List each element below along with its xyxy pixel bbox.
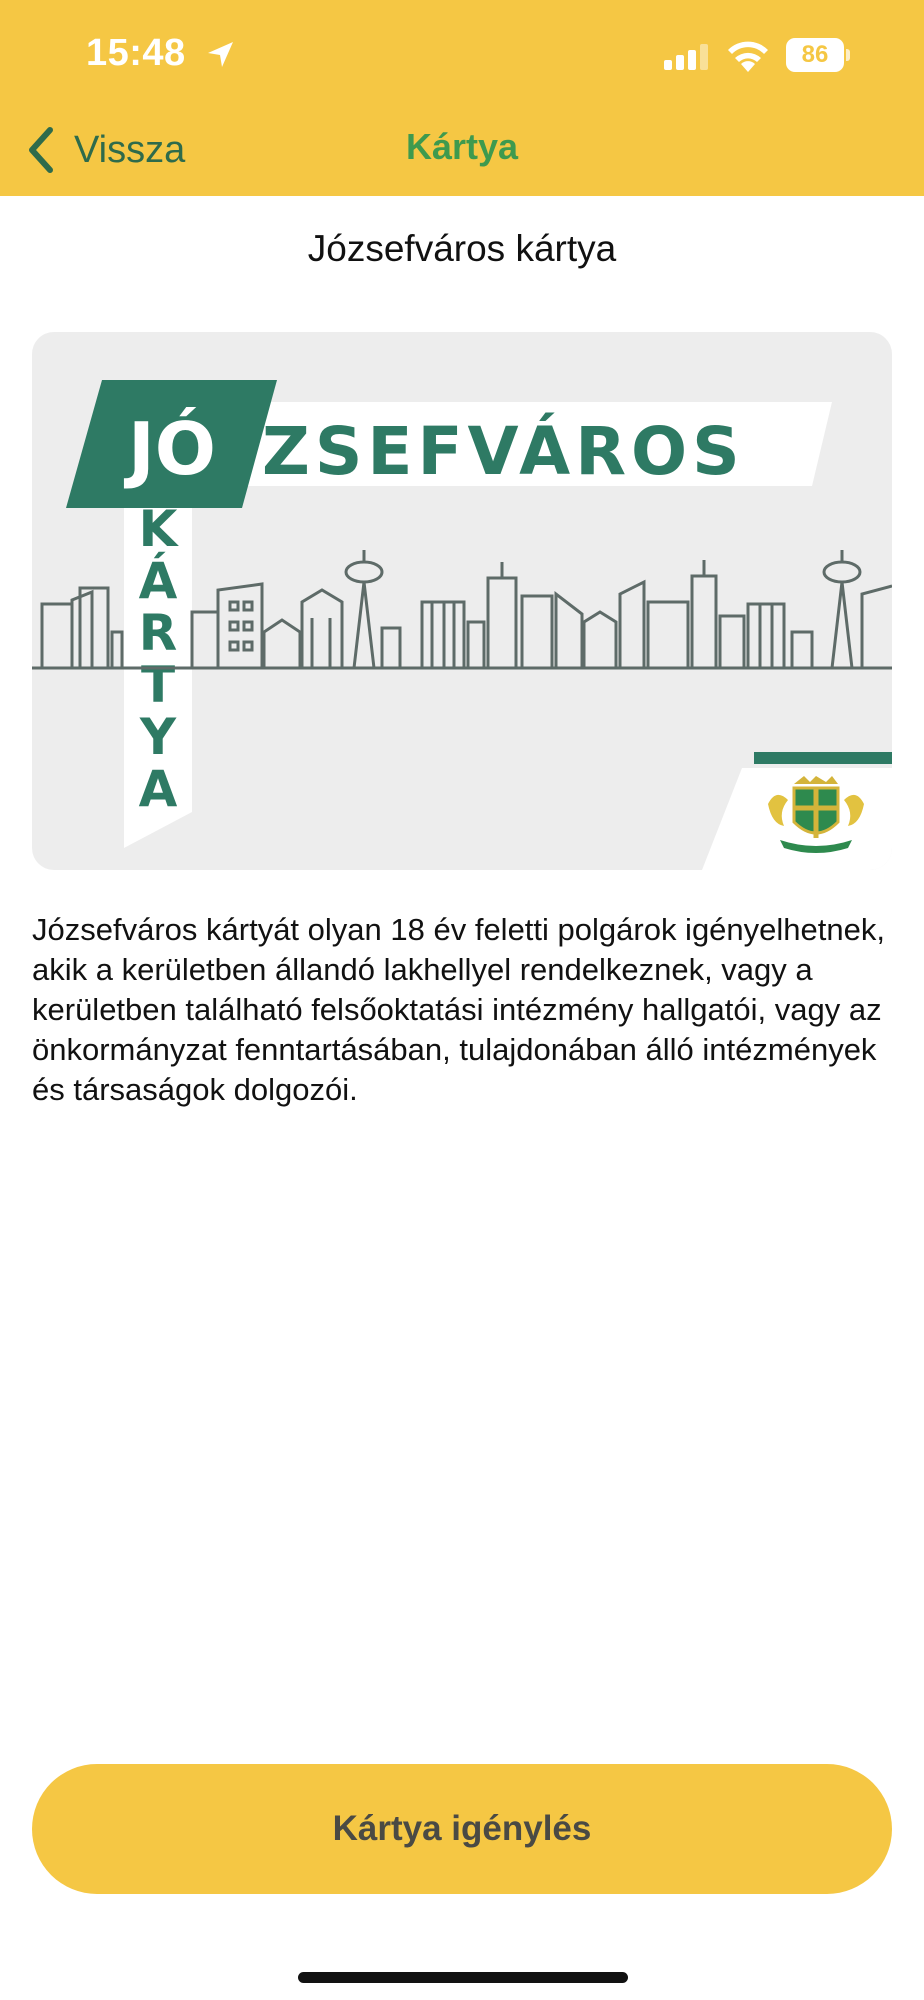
battery-nub [846,49,850,61]
svg-text:KÁRTYA: K Á R T Y A [138,500,178,818]
card-artwork [32,332,892,870]
crest-tab-stripe [754,752,892,764]
logo-rest-text: ZSEFVÁROS [262,413,745,490]
battery-indicator [786,38,852,72]
cellular-signal-icon [664,44,712,70]
top-header [0,0,924,196]
location-arrow-icon [205,40,235,70]
back-label: Vissza [74,128,186,171]
card-apply-button[interactable] [32,1764,892,1894]
page-title: Józsefváros kártya [307,228,617,269]
nav-title: Kártya [405,126,519,167]
status-time [86,32,235,75]
logo-vertical-text [139,500,180,818]
battery-level: 86 [801,41,829,68]
card-apply-label: Kártya igénylés [332,1809,592,1848]
status-time-text: 15:48 [86,32,186,74]
home-indicator [298,1972,628,1983]
logo-highlight-text: JÓ [128,407,216,491]
description-text: Józsefváros kártyát olyan 18 év feletti polgárok igényelhetnek, akik a kerületben állandó lakhellyel rendelkeznek, vagy a kerületben található felsőoktatási intézmény hallgatói, vagy az önkormányzat fenntartásában, tulajdonában álló intézmények és társaságok dolgozói. [32,912,885,1107]
card-image [32,332,892,870]
wifi-icon [726,38,770,72]
